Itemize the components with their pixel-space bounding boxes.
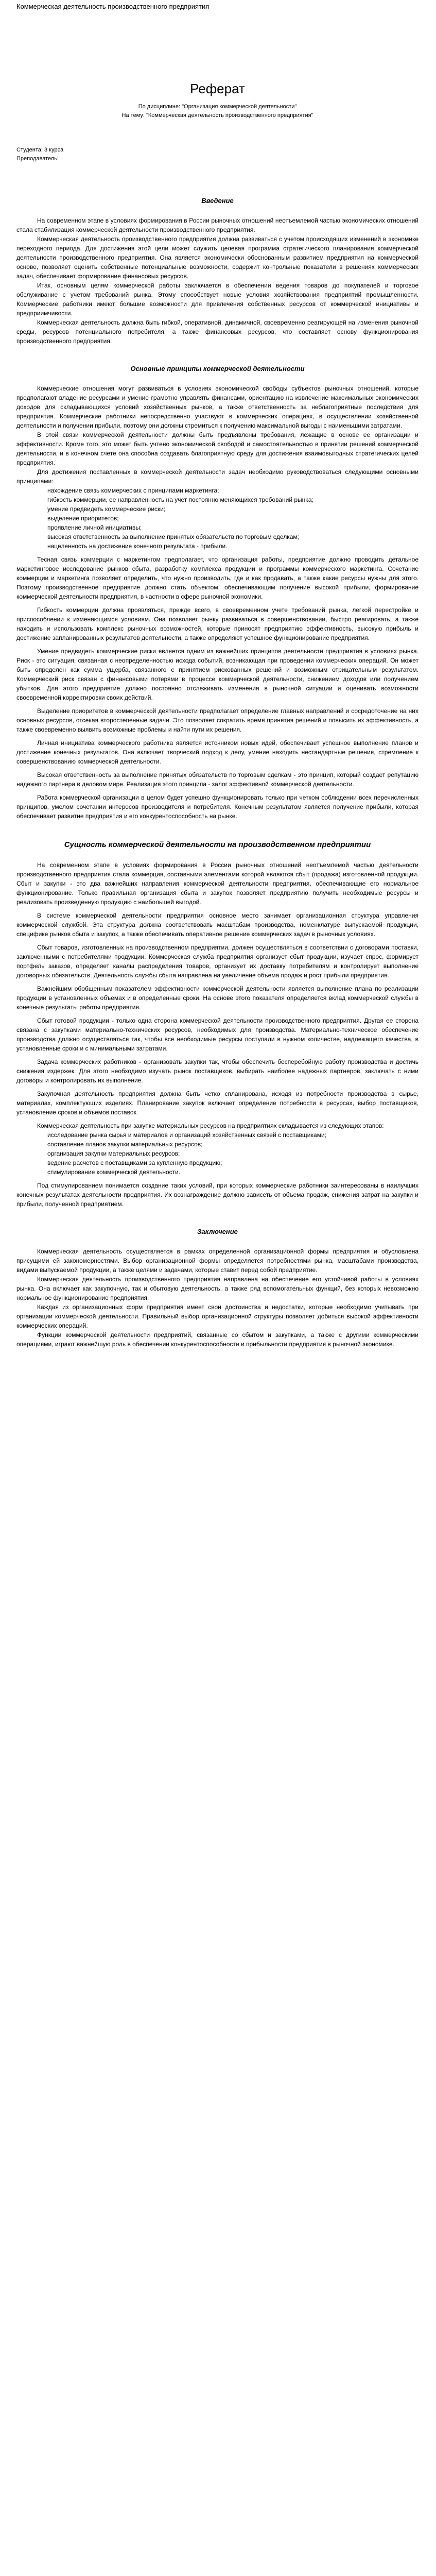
principles-section: [16, 364, 418, 821]
document-title: Коммерческая деятельность производственного предприятия: [16, 3, 210, 10]
paragraph: Умение предвидеть коммерческие риски является одним из важнейших принципов деятельности предприятия в условиях рынка. Риск - это ситуация, связанная с неопределенностью исхода событий, возникающая при проведении коммерческих операций. Он может быть определен как сумма ущерба, связанного с принятием рискованных решений и возможным отрицательным результатом. Коммерческий риск связан с финансовыми потерями в процессе коммерческой деятельности, снижением доходов или получением убытков. Для этого предприятие должно постоянно отслеживать изменения в рыночной ситуации и оценивать возможности своевременной корректировки своих действий.: [16, 648, 418, 701]
list-item: стимулирование коммерческой деятельности.: [47, 1168, 181, 1176]
section-heading: Основные принципы коммерческой деятельности: [130, 365, 305, 372]
paragraph: Итак, основным целям коммерческой работы заключается в обеспечении ведения товаров до покупателей и торговое обслуживание с учетом требований рынка. Этому способствует новые условия хозяйствования предприятий промышленности. Коммерческие работники имеют большие возможности для привлечения собственных ресурсов от коммерческой инициативы и предприимчивости.: [16, 282, 418, 317]
list-item: нацеленность на достижение конечного результата - прибыли.: [47, 543, 228, 550]
paragraph: Каждая из организационных форм предприятия имеет свои достоинства и недостатки, которые необходимо учитывать при организации коммерческой деятельности. Правильный выбор организационной структуры позволяет добиться высокой эффективности коммерческих операций.: [16, 1303, 418, 1329]
paragraph: Работа коммерческой организации в целом будет успешно функционировать только при четком соблюдении всех перечисленных принципов, умелом сочетании интересов производителя и потребителя. Конечным результатом является получение прибыли, которая обеспечивает развитие предприятия и его конкурентоспособность на рынке.: [16, 794, 418, 820]
paragraph: Для достижения поставленных в коммерческой деятельности задач необходимо руководствоваться следующими основными принципами:: [16, 468, 418, 485]
list-item: выделение приоритетов;: [47, 515, 119, 522]
paragraph: На современном этапе в условиях формирования в России рыночных отношений неотъемлемой частью деятельности производственного предприятия стала коммерция, составными элементами которой являются сбыт (продажа) изготовленной продукции. Сбыт и закупки - это два важнейших направления коммерческой деятельности предприятия, обеспечивающие его нормальное функционирование. Только правильная организация сбыта и закупок позволяет предприятию получить необходимые ресурсы и реализовать произведенную продукцию с наибольшей выгодой.: [16, 861, 418, 906]
essence-section: [16, 839, 418, 1209]
list-item: умение предвидеть коммерческие риски;: [47, 505, 166, 513]
conclusion-section: [16, 1227, 418, 1349]
list-item: высокая ответственность за выполнение принятых обязательств по торговым сделкам;: [47, 533, 299, 540]
section-heading: Введение: [201, 197, 234, 205]
paragraph: Под стимулированием понимается создание таких условий, при которых коммерческие работники заинтересованы в наилучших конечных результатах деятельности предприятия. Их вознаграждение должно зависеть от объема продаж, снижения затрат на закупки и прибыли, полученной предприятием.: [16, 1182, 418, 1208]
cover-topic: На тему: "Коммерческая деятельность производственного предприятия": [121, 112, 313, 118]
cover-title: Реферат: [190, 81, 245, 96]
paragraph: В системе коммерческой деятельности предприятия основное место занимает организационная структура управления коммерческой службой. Эта структура должна соответствовать масштабам производства, номенклатуре выпускаемой продукции, специфике рынков сбыта и закупок, а также обеспечивать оперативное решение коммерческих задач в рыночных условиях.: [16, 912, 418, 938]
paragraph: Коммерческие отношения могут развиваться в условиях экономической свободы субъектов рыночных отношений, которые предполагают владение ресурсами и умение грамотно управлять финансами, ориентацию на извлечение максимальных экономических доходов для складывающихся условий хозяйственных рынков, а также ответственность за неблагоприятные последствия для предприятия. Коммерческие работники непосредственно участвуют в коммерческих операциях, в осуществлении хозяйственной деятельности и получении прибыли, поэтому они должны стремиться к получению максимальной выгоды с наименьшими затратами.: [16, 385, 418, 429]
list-item: нахождение связь коммерческих с принципами маркетинга;: [47, 487, 219, 494]
paragraph: Коммерческая деятельность должна быть гибкой, оперативной, динамичной, своевременно реагирующей на изменения рыночной среды, ресурсов потенциального потребителя, а также финансовых ресурсов, что составляет основу функционирования производственного предприятия.: [16, 319, 418, 345]
section-heading: Сущность коммерческой деятельности на производственном предприятии: [64, 840, 371, 849]
intro-section: [16, 196, 418, 346]
paragraph: Коммерческая деятельность осуществляется в рамках определенной организационной формы предприятия и обусловлена присущими ей закономерностями. Выбор организационной формы определяется потребностями рынка, масштабами производства, видами выпускаемой продукции, а также целями и задачами, которые ставит перед собой предприятие.: [16, 1248, 418, 1274]
paragraph: Важнейшим обобщенным показателем эффективности коммерческой деятельности является выполнение плана по реализации продукции в установленных объемах и в определенные сроки. На основе этого показателя определяется вклад коммерческой службы в конечные результаты работы предприятия.: [16, 985, 418, 1011]
paragraph: Высокая ответственность за выполнение принятых обязательств по торговым сделкам - это принцип, который создает репутацию надежного партнера в деловом мире. Реализация этого принципа - залог эффективной коммерческой деятельности.: [16, 771, 418, 788]
paragraph: Функции коммерческой деятельности предприятий, связанные со сбытом и закупками, а также с другими коммерческими операциями, играют важнейшую роль в обеспечении конкурентоспособности и прибыльности предприятия в рыночной экономике.: [16, 1331, 418, 1348]
paragraph: Закупочная деятельность предприятия должна быть четко спланирована, исходя из потребности производства в сырье, материалах, комплектующих изделиях. Планирование закупок включает определение потребности в ресурсах, выбор поставщиков, установление сроков и объемов поставок.: [16, 1090, 418, 1116]
paragraph: Личная инициатива коммерческого работника является источником новых идей, обеспечивает успешное выполнение планов и достижение конечных результатов. Она включает творческий подход к делу, умение находить нестандартные решения, стремление к совершенствованию коммерческой деятельности.: [16, 739, 418, 765]
list-item: составление планов закупки материальных ресурсов;: [47, 1141, 203, 1148]
paragraph: Сбыт готовой продукции - только одна сторона коммерческой деятельности производственного предприятия. Другая ее сторона связана с закупками материально-технических ресурсов, необходимых для производства. Материально-техническое обеспечение производства должно осуществляться так, чтобы все необходимые ресурсы поступали в нужном количестве, надлежащего качества, в установленные сроки и с минимальными затратами.: [16, 1017, 418, 1052]
paragraph: Коммерческая деятельность при закупке материальных ресурсов на предприятиях складывается из следующих этапов:: [37, 1122, 384, 1129]
paragraph: Гибкость коммерции должна проявляться, прежде всего, в своевременном учете требований рынка, легкой перестройке и приспособлении к изменяющимся условиям. Она позволяет рынку развиваться в совершенствовании, быстро реагировать, а также находить и использовать комплекс рыночных возможностей, которые приносят предприятию эффективность, высокую прибыль и достижение запланированных результатов деятельности, а также определяют успешное функционирование предприятия.: [16, 606, 418, 641]
list-item: ведение расчетов с поставщиками за купленную продукцию;: [47, 1159, 222, 1166]
paragraph: В этой связи коммерческой деятельности должны быть предъявлены требования, лежащие в основе ее организации и эффективности. Кроме того, это может быть учтено экономической свободой и самостоятельностью в принятии решений коммерческой деятельности, и в конечном счете она способна создавать благоприятную среду для достижения взаимовыгодных стратегических целей предприятия.: [16, 431, 418, 466]
cover-page: [16, 81, 418, 163]
cover-discipline: По дисциплине: "Организация коммерческой деятельности": [138, 104, 297, 110]
paragraph: На современном этапе в условиях формирования в России рыночных отношений неотъемлемой частью экономических отношений стала стабилизация коммерческой деятельности производственного предприятия.: [16, 217, 418, 233]
cover-student: Студента: 3 курса: [16, 147, 64, 153]
paragraph: Тесная связь коммерции с маркетингом предполагает, что организация работы, предприятие должно проводить детальное маркетинговое исследование рынков сбыта, разработку комплекса продукции и программы коммерческого маркетинга. Сочетание коммерции и маркетинга позволяет определить, что нужно производить, где и как продавать, а также какие ресурсы нужны для этого. Поэтому производственное предприятие должно стать объектом, обеспечивающим получение высокой прибыли, формирование коммерческой деятельности предприятия, в частности в сфере рыночной экономики.: [16, 556, 418, 600]
paragraph: Коммерческая деятельность производственного предприятия должна развиваться с учетом происходящих изменений в экономике переходного периода. Для достижения этой цели может служить целевая программа стратегического планирования коммерческой деятельности производственного предприятия. Она является экономически обоснованным развитием предприятия на коммерческой основе, позволяет оценить собственные потенциальные возможности, содержит контрольные показатели в решениях коммерческих задач, обеспечивает формирование финансовых ресурсов.: [16, 235, 418, 280]
paragraph: Сбыт товаров, изготовленных на производственном предприятии, должен осуществляться в соответствии с договорами поставки, заключенными с потребителями продукции. Коммерческая служба предприятия организует сбыт продукции, изучает спрос, формирует портфель заказов, определяет каналы распределения товаров, организует их доставку потребителям и контролирует выполнение договорных обязательств. Деятельность службы сбыта направлена на увеличение объема продаж и рост прибыли предприятия.: [16, 944, 418, 979]
list-item: гибкость коммерции, ее направленность на учет постоянно меняющихся требований рынка;: [47, 496, 313, 503]
list-item: исследование рынка сырья и материалов и организаций хозяйственных связей с поставщиками;: [47, 1131, 326, 1139]
section-heading: Заключение: [197, 1228, 238, 1235]
paragraph: Задача коммерческих работников - организовать закупки так, чтобы обеспечить бесперебойную работу производства и достичь снижения издержек. Для этого необходимо изучать рынок поставщиков, выбирать наиболее надежных партнеров, заключать с ними договоры и контролировать их выполнение.: [16, 1058, 418, 1084]
paragraph: Коммерческая деятельность производственного предприятия направлена на обеспечение его устойчивой работы в условиях рынка. Она включает как закупочную, так и сбытовую деятельность, а также ряд вспомогательных функций, без которых невозможно нормальное функционирование предприятия.: [16, 1276, 418, 1301]
list-item: организация закупки материальных ресурсов;: [47, 1150, 180, 1157]
cover-teacher: Преподаватель:: [16, 156, 59, 162]
list-item: проявление личной инициативы;: [47, 524, 142, 531]
paragraph: Выделение приоритетов в коммерческой деятельности предполагает определение главных направлений и сосредоточение на них основных ресурсов, отсекая второстепенные задачи. Это позволяет сократить время принятия решений и повысить их эффективность, а также своевременно выявить возможные проблемы и найти пути их решения.: [16, 707, 418, 733]
